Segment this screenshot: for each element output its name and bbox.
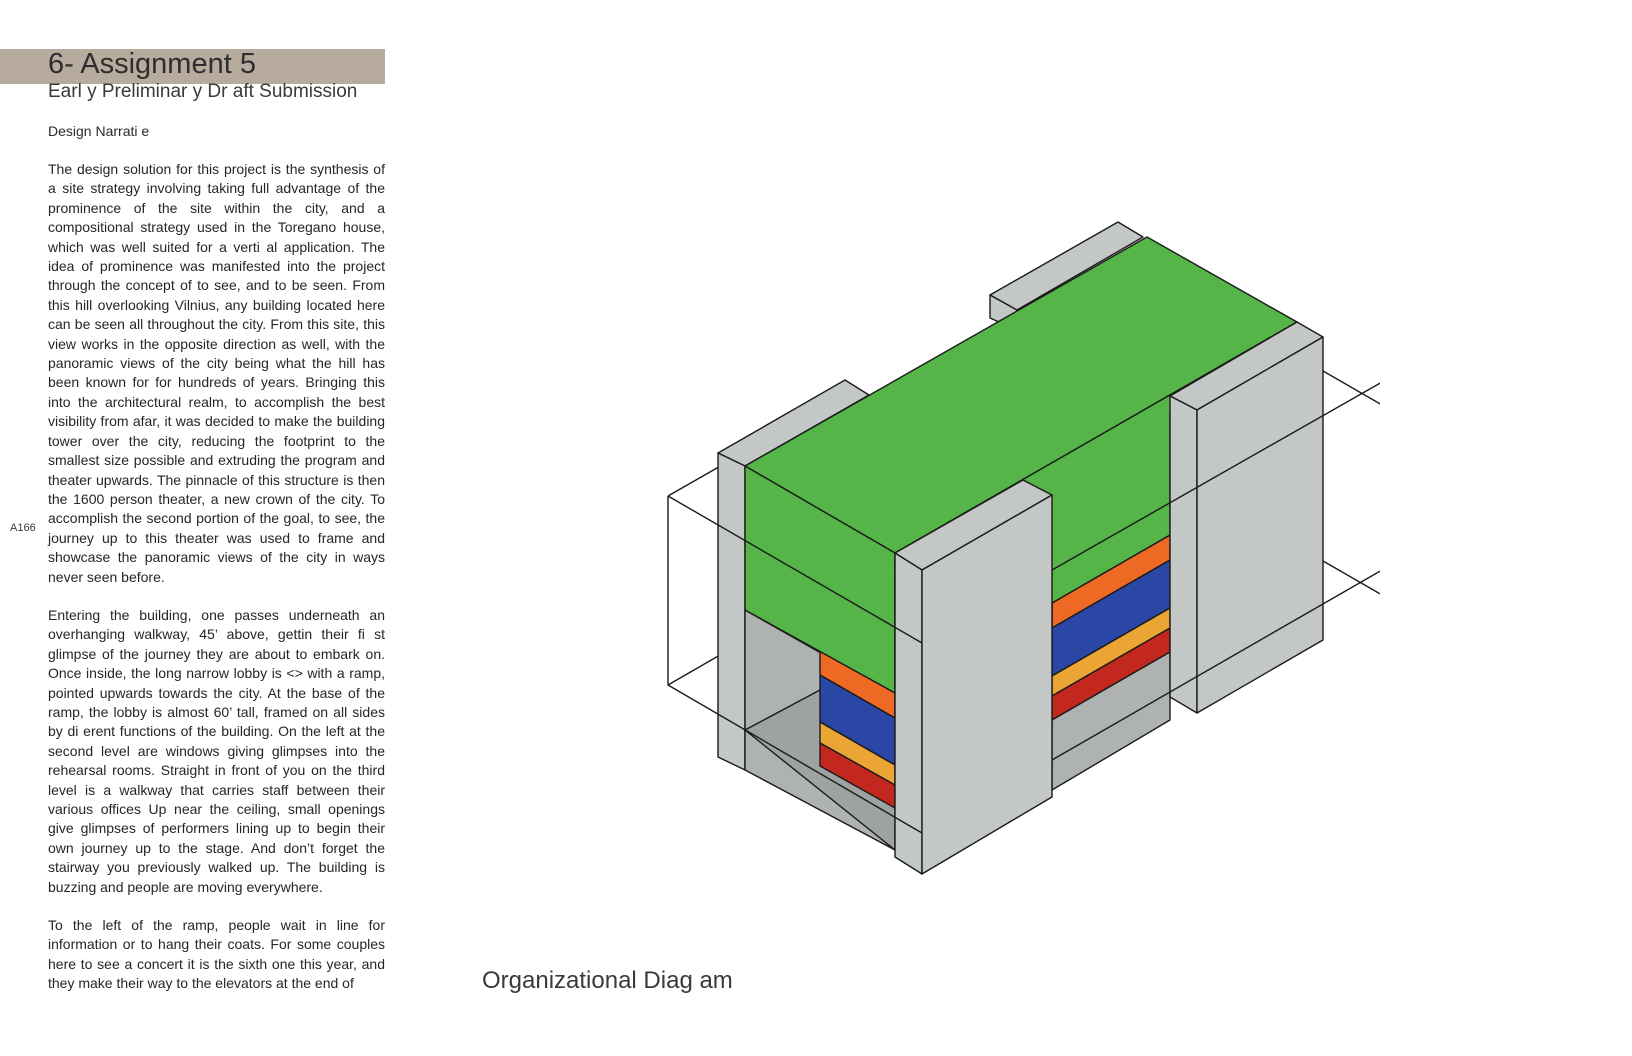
diagram-svg [620, 200, 1380, 880]
right-core-front [1170, 396, 1197, 713]
page-number: A166 [10, 522, 36, 534]
narrative-paragraph-3: To the left of the ramp, people wait in line for information or to hang their coats. For some couples here to see a concert it is the sixth one this year, and they make their way to the elevators at the end of [48, 917, 385, 992]
narrative-text [48, 160, 385, 1013]
diagram-caption: Organizational Diag am [482, 967, 733, 994]
section-heading: Design Narrati e [48, 123, 150, 139]
narrative-paragraph-1: The design solution for this project is the synthesis of a site strategy involving taking full advantage of the prominence of the site within the city, and a compositional strategy used in the Toregano house, which was well suited for a verti al application. The idea of prominence was manifested into the project through the concept of to see, and to be seen. From this hill overlooking Vilnius, any building located here can be seen all throughout the city. From this site, this view works in the opposite direction as well, with the panoramic views of the city being what the hill has been known for for hundreds of years. Bringing this into the architectural realm, to accomplish the best visibility from afar, it was decided to make the building tower over the city, reducing the footprint to the smallest size possible and extruding the program and theater upwards. The pinnacle of this structure is then the 1600 person theater, a new crown of the city. To accomplish the second portion of the goal, to see, the journey up to this theater was used to frame and showcase the panoramic views of the city in ways never seen before. [48, 161, 385, 585]
page-title: 6- Assignment 5 [48, 48, 256, 80]
narrative-paragraph-2: Entering the building, one passes underneath an overhanging walkway, 45’ above, gettin their fi st glimpse of the journey they are about to embark on. Once inside, the long narrow lobby is <> with a ramp, pointed upwards towards the city. At the base of the ramp, the lobby is almost 60’ tall, framed on all sides by di erent functions of the building. On the left at the second level are windows giving glimpses into the rehearsal rooms. Straight in front of you on the third level is a walkway that carries staff between their various offices Up near the ceiling, small openings give glimpses of performers lining up to begin their own journey up to the stage. And don’t forget the stairway you previously walked up. The building is buzzing and people are moving everywhere. [48, 606, 385, 895]
page-subtitle: Earl y Preliminar y Dr aft Submission [48, 81, 358, 102]
organizational-diagram [620, 200, 1380, 880]
